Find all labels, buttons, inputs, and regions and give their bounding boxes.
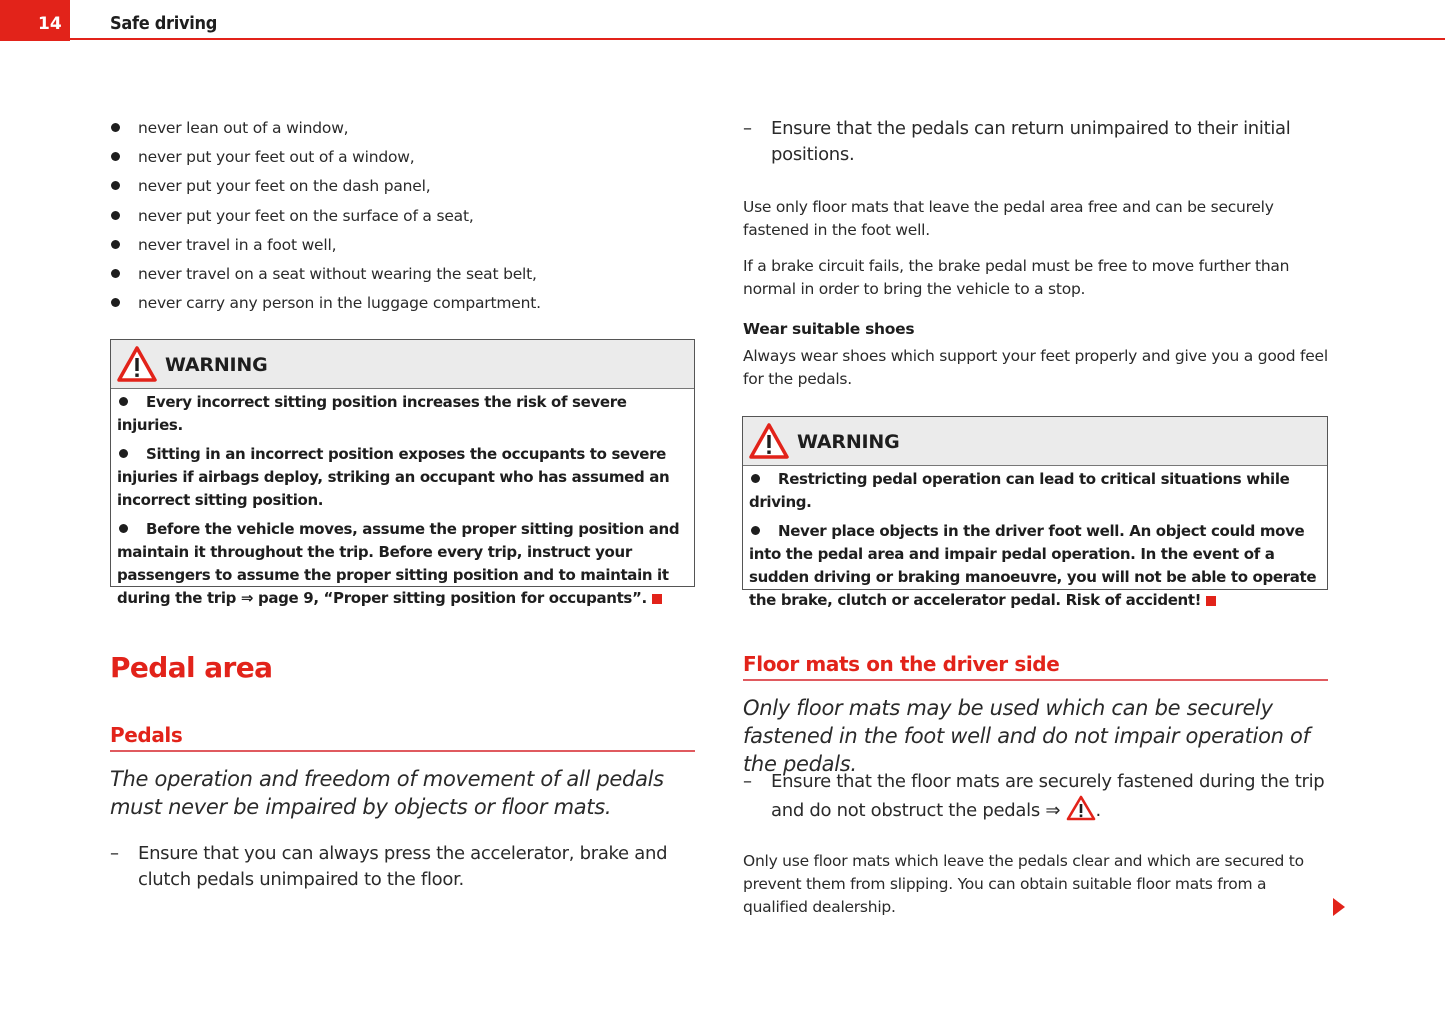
warning-box-pedals [742,416,1328,609]
warning-title: WARNING [797,431,900,453]
bullet-icon [111,152,120,161]
warning-item: Every incorrect sitting position increases the risk of severe injuries. [117,393,627,434]
lead-text-pedals: The operation and freedom of movement of all pedals must never be impaired by objects or floor mats. [110,767,664,819]
warning-triangle-icon [748,422,790,460]
subsection-title-pedals: Pedals [110,723,183,747]
warning-box-sitting [110,339,695,607]
subsection-title-floor-mats: Floor mats on the driver side [743,652,1060,676]
dash-icon: – [743,771,752,792]
list-item: never put your feet on the dash panel, [110,175,670,204]
lead-text-floor-mats: Only floor mats may be used which can be securely fastened in the foot well and do not impair operation of the pedals. [743,696,1310,776]
end-of-section-icon [652,594,662,604]
dash-icon: – [110,843,119,864]
list-item: never carry any person in the luggage compartment. [110,292,670,321]
warning-header [111,340,694,389]
shoes-heading: Wear suitable shoes [743,320,915,338]
bullet-icon [111,298,120,307]
paragraph: Only use floor mats which leave the pedals clear and which are secured to prevent them from slipping. You can obtain suitable floor mats from a qualified dealership. [743,852,1304,916]
dash-icon: – [743,118,752,139]
bullet-icon [111,240,120,249]
header-divider [70,38,1445,40]
warning-item: Sitting in an incorrect position exposes the occupants to severe injuries if airbags deploy, striking an occupant who has assumed an incorrect sitting position. [117,445,670,509]
next-page-arrow-icon [1333,898,1345,916]
page-header [0,0,1445,41]
bullet-icon [751,526,760,535]
bullet-icon [111,123,120,132]
bullet-icon [119,524,128,533]
page-number: 14 [38,14,62,34]
list-item: never lean out of a window, [110,117,670,146]
paragraph: If a brake circuit fails, the brake pedal must be free to move further than normal in order to bring the vehicle to a stop. [743,257,1290,298]
bullet-icon [119,397,128,406]
instruction-item: – Ensure that the pedals can return unimpaired to their initial positions. [743,118,1291,165]
subsection-divider [743,679,1328,681]
bullet-icon [111,181,120,190]
bullet-icon [751,474,760,483]
warning-item: Never place objects in the driver foot well. An object could move into the pedal area and impair pedal operation. In the event of a sudden driving or braking manoeuvre, you will not be able to operate the brake, clutch or accelerator pedal. Risk of accident! [749,522,1317,609]
warning-header [743,417,1327,466]
bullet-icon [119,449,128,458]
bullet-icon [111,269,120,278]
list-item: never put your feet out of a window, [110,146,670,175]
paragraph: Use only floor mats that leave the pedal area free and can be securely fastened in the foot well. [743,198,1274,239]
warning-body [111,389,694,610]
warning-title: WARNING [165,354,268,376]
list-item: never put your feet on the surface of a seat, [110,205,670,234]
warning-triangle-icon [116,345,158,383]
bullet-icon [111,211,120,220]
subsection-divider [110,750,695,752]
warning-item [117,518,688,610]
list-item: never travel on a seat without wearing the seat belt, [110,263,670,292]
cross-reference-link[interactable]: Before the vehicle moves, assume the proper sitting position and maintain it throughout the trip. Before every trip, instruct your passengers to assume the proper sitting position and to maintain it during the trip ⇒ page 9, “Proper sitting position for occupants”. [117,520,680,607]
section-title: Pedal area [110,651,273,684]
chapter-title: Safe driving [110,13,218,34]
safety-bullet-list [110,117,670,321]
instruction-item: – Ensure that you can always press the accelerator, brake and clutch pedals unimpaired to the floor. [110,843,668,890]
end-of-section-icon [1206,596,1216,606]
page-number-box [0,0,70,41]
list-item: never travel in a foot well, [110,234,670,263]
warning-body [743,466,1327,612]
instruction-item: – Ensure that the floor mats are securely fastened during the trip and do not obstruct the pedals ⇒ . [743,771,1325,821]
warning-reference-icon[interactable] [1066,795,1096,821]
warning-item: Restricting pedal operation can lead to critical situations while driving. [749,470,1290,511]
paragraph: Always wear shoes which support your feet properly and give you a good feel for the pedals. [743,347,1328,388]
